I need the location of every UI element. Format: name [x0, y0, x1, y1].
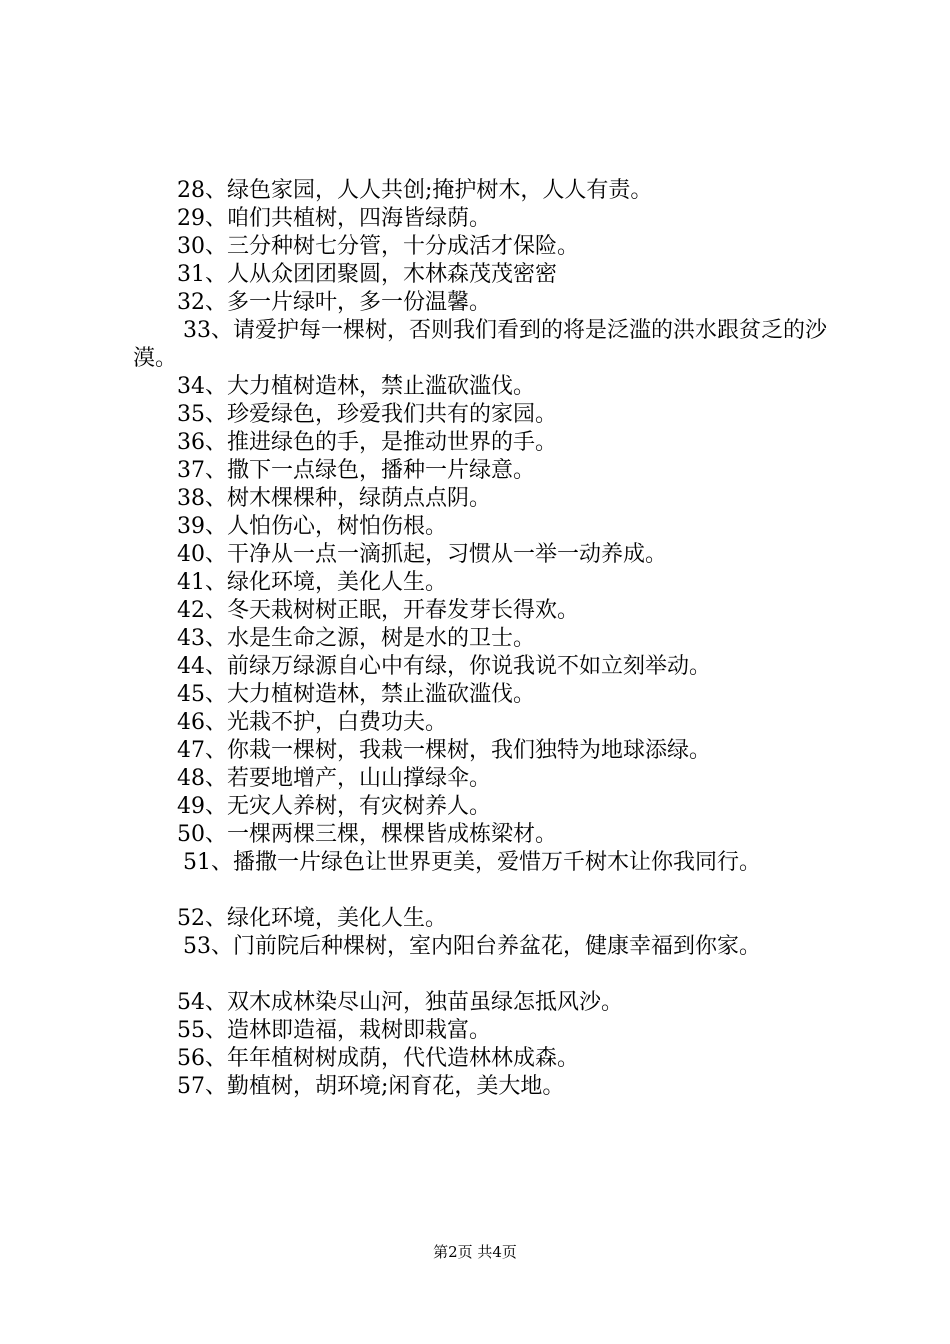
- slogan-list: [133, 177, 853, 1101]
- list-item: 47、你栽一棵树，我栽一棵树，我们独特为地球添绿。: [177, 738, 711, 763]
- list-item: 31、人从众团团聚圆，木林森茂茂密密: [177, 262, 557, 287]
- list-item: 48、若要地增产，山山撑绿伞。: [177, 766, 491, 791]
- list-item: 44、前绿万绿源自心中有绿，你说我说不如立刻举动。: [177, 654, 711, 679]
- list-item: 42、冬天栽树树正眠，开春发芽长得欢。: [177, 598, 579, 623]
- list-item: 39、人怕伤心，树怕伤根。: [177, 514, 447, 539]
- list-item: 46、光栽不护，白费功夫。: [177, 710, 447, 735]
- list-item: 40、干净从一点一滴抓起，习惯从一举一动养成。: [177, 542, 667, 567]
- list-item: 52、绿化环境，美化人生。: [177, 906, 447, 931]
- list-item: 34、大力植树造林，禁止滥砍滥伐。: [177, 374, 535, 399]
- list-item: 36、推进绿色的手，是推动世界的手。: [177, 430, 557, 455]
- list-item: 45、大力植树造林，禁止滥砍滥伐。: [177, 682, 535, 707]
- list-item: 28、绿色家园，人人共创;掩护树木，人人有责。: [177, 178, 653, 203]
- list-item: 55、造林即造福，栽树即栽富。: [177, 1018, 491, 1043]
- list-item: 41、绿化环境，美化人生。: [177, 570, 447, 595]
- list-item: 30、三分种树七分管，十分成活才保险。: [177, 234, 579, 259]
- list-item: 38、树木棵棵种，绿荫点点阴。: [177, 486, 491, 511]
- list-item: 56、年年植树树成荫，代代造林林成森。: [177, 1046, 579, 1071]
- page-footer: 第2页 共4页: [433, 1243, 517, 1261]
- list-item: 51、播撒一片绿色让世界更美，爱惜万千树木让你我同行。: [183, 850, 761, 875]
- list-item: 54、双木成林染尽山河，独苗虽绿怎抵风沙。: [177, 990, 623, 1015]
- list-item: 33、请爱护每一棵树，否则我们看到的将是泛滥的洪水跟贫乏的沙漠。: [133, 318, 827, 371]
- list-item: 49、无灾人养树，有灾树养人。: [177, 794, 491, 819]
- list-item: 43、水是生命之源，树是水的卫士。: [177, 626, 535, 651]
- list-item: 32、多一片绿叶，多一份温馨。: [177, 290, 491, 315]
- list-item: 35、珍爱绿色，珍爱我们共有的家园。: [177, 402, 557, 427]
- list-item: 57、勤植树，胡环境;闲育花，美大地。: [177, 1074, 565, 1099]
- list-item: 50、一棵两棵三棵，棵棵皆成栋梁材。: [177, 822, 557, 847]
- list-item: 53、门前院后种棵树，室内阳台养盆花，健康幸福到你家。: [183, 934, 761, 959]
- list-item: 29、咱们共植树，四海皆绿荫。: [177, 206, 491, 231]
- list-item: 37、撒下一点绿色，播种一片绿意。: [177, 458, 535, 483]
